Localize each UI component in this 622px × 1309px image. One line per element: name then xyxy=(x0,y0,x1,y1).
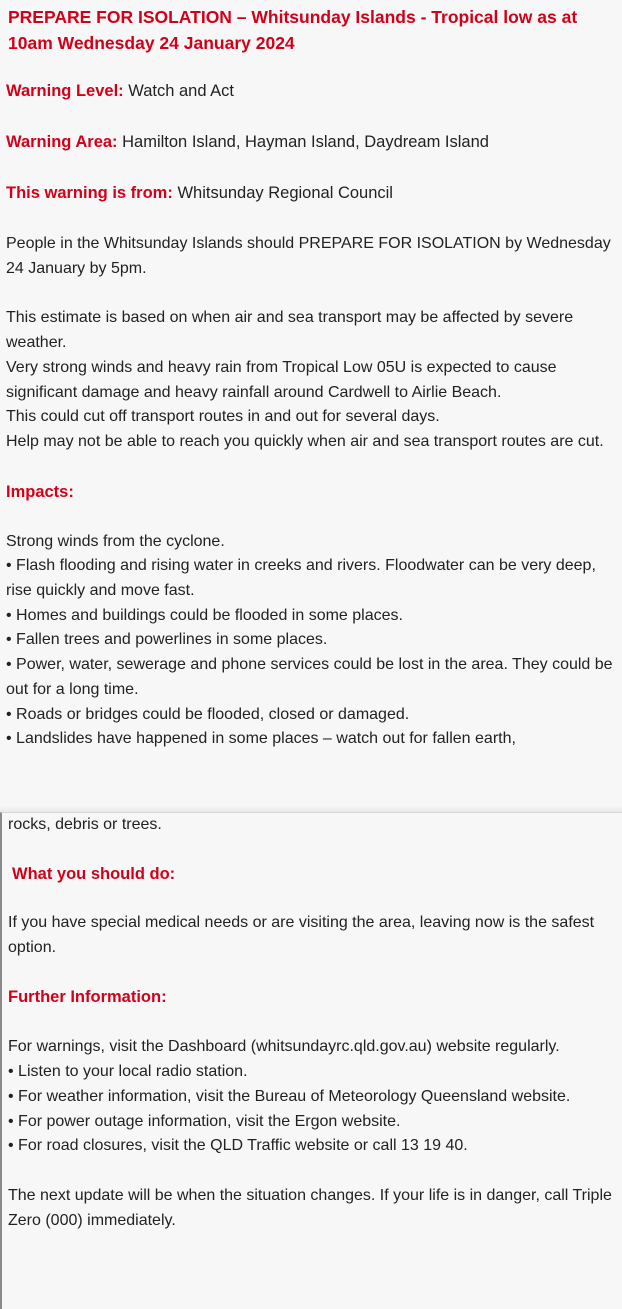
warning-area xyxy=(6,130,616,155)
further-info-item: • Listen to your local radio station. xyxy=(8,1063,248,1081)
what-to-do-text: If you have special medical needs or are visiting the area, leaving now is the safest option. xyxy=(8,914,595,956)
further-info-heading: Further Information: xyxy=(8,988,167,1007)
impact-item: • Flash flooding and rising water in creeks and rivers. Floodwater can be very deep, rise quickly and move fast. xyxy=(6,557,596,600)
impact-item: Strong winds from the cyclone. xyxy=(6,532,225,550)
further-info-item: For warnings, visit the Dashboard (whitsundayrc.qld.gov.au) website regularly. xyxy=(8,1038,560,1056)
warning-level xyxy=(6,79,616,104)
warning-level-value: Watch and Act xyxy=(123,82,235,100)
further-info-item: • For power outage information, visit the Ergon website. xyxy=(8,1112,401,1130)
what-to-do-heading: What you should do: xyxy=(12,865,176,883)
estimate-line: This could cut off transport routes in and out for several days. xyxy=(6,408,440,426)
intro-text: People in the Whitsunday Islands should PREPARE FOR ISOLATION by Wednesday 24 January by 5pm. xyxy=(6,235,611,277)
further-info-item: • For weather information, visit the Bureau of Meteorology Queensland website. xyxy=(8,1087,571,1105)
impact-item: • Homes and buildings could be flooded in some places. xyxy=(6,606,403,624)
impact-item-continued: rocks, debris or trees. xyxy=(8,816,162,833)
impact-item: • Fallen trees and powerlines in some places. xyxy=(6,631,328,649)
warning-panel-bottom xyxy=(0,812,622,1309)
estimate-block xyxy=(6,306,616,454)
further-info-item: • For road closures, visit the QLD Traffic website or call 13 19 40. xyxy=(8,1137,468,1155)
estimate-line: Very strong winds and heavy rain from Tropical Low 05U is expected to cause significant damage and heavy rainfall around Cardwell to Airlie Beach. xyxy=(6,358,557,401)
impact-item: • Landslides have happened in some places – watch out for fallen earth, xyxy=(6,730,516,748)
warning-source-label: This warning is from: xyxy=(6,184,173,202)
impact-item: • Power, water, sewerage and phone services could be lost in the area. They could be out for a long time. xyxy=(6,656,613,698)
warning-area-label: Warning Area: xyxy=(6,133,118,151)
impacts-heading: Impacts: xyxy=(6,482,74,501)
estimate-line: Help may not be able to reach you quickly when air and sea transport routes are cut. xyxy=(6,432,604,450)
impact-item: • Roads or bridges could be flooded, closed or damaged. xyxy=(6,705,410,723)
warning-level-label: Warning Level: xyxy=(6,82,124,100)
warning-source-value: Whitsunday Regional Council xyxy=(172,184,393,202)
warning-area-value: Hamilton Island, Hayman Island, Daydream Island xyxy=(117,133,489,151)
estimate-line: This estimate is based on when air and sea transport may be affected by severe weather. xyxy=(6,309,574,352)
further-info-list xyxy=(8,1035,616,1159)
warning-title: PREPARE FOR ISOLATION – Whitsunday Islands - Tropical low as at 10am Wednesday 24 January 2024 xyxy=(8,7,578,53)
next-update-text: The next update will be when the situation changes. If your life is in danger, call Triple Zero (000) immediately. xyxy=(8,1186,612,1229)
warning-source xyxy=(6,181,616,206)
impacts-list xyxy=(6,530,616,752)
